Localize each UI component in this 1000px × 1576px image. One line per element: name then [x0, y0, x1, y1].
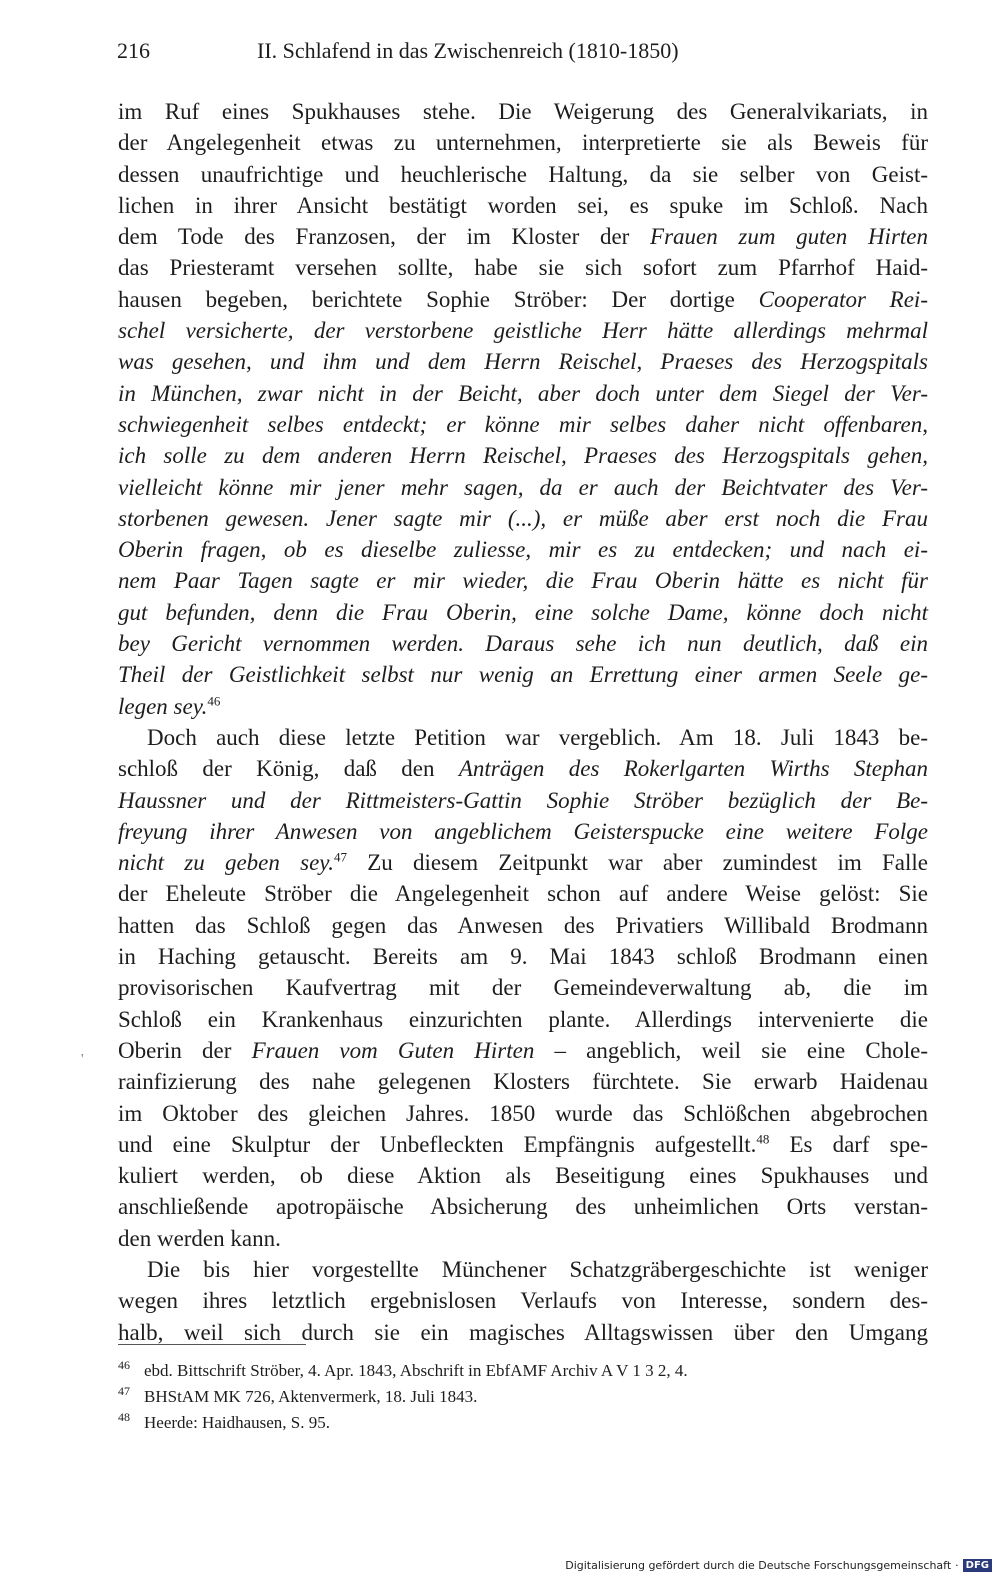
dfg-logo-icon: DFG	[963, 1559, 992, 1572]
text-line	[118, 346, 928, 377]
running-title: II. Schlafend in das Zwischenreich (1810-1850)	[257, 38, 679, 63]
text-run: halb, weil sich durch sie ein magisches Alltagswissen über den Umgang	[118, 1319, 928, 1345]
text-run: Schloß ein Krankenhaus einzurichten plante. Allerdings intervenierte die	[118, 1006, 928, 1032]
text-run: Oberin der	[118, 1037, 252, 1063]
text-run: schwiegenheit selbes entdeckt; er könne mir selbes daher nicht offenbaren,	[118, 411, 928, 437]
text-run: gut befunden, denn die Frau Oberin, eine solche Dame, könne doch nicht	[118, 599, 928, 625]
footnote-ref[interactable]: 46	[207, 692, 221, 708]
text-run: Die bis hier vorgestellte Münchener Schatzgräbergeschichte ist weniger	[147, 1256, 928, 1282]
text-line	[118, 284, 928, 315]
text-line	[118, 1160, 928, 1191]
text-line	[118, 221, 928, 252]
text-run: in München, zwar nicht in der Beicht, aber doch unter dem Siegel der Ver-	[118, 380, 928, 406]
text-run: schloß der König, daß den	[118, 756, 459, 782]
text-run: rainfizierung des nahe gelegenen Klosters fürchtete. Sie erwarb Haidenau	[118, 1069, 928, 1095]
digitization-footer: Digitalisierung gefördert durch die Deutsche Forschungsgemeinschaft · DFG	[565, 1559, 992, 1572]
page-number: 216	[117, 38, 150, 63]
text-run: Cooperator Rei-	[758, 286, 928, 312]
text-run: Oberin fragen, ob es dieselbe zuliesse, mir es zu entdecken; und nach ei-	[118, 537, 928, 563]
text-run: anschließende apotropäische Absicherung des unheimlichen Orts verstan-	[118, 1194, 928, 1220]
footnote-text: Heerde: Haidhausen, S. 95.	[144, 1413, 331, 1432]
text-run: Zu diesem Zeitpunkt war aber zumindest im Falle	[346, 850, 928, 876]
text-line	[118, 1035, 928, 1066]
text-run: – angeblich, weil sie eine Chole-	[534, 1037, 928, 1063]
text-line	[118, 1191, 928, 1222]
text-line	[118, 409, 928, 440]
text-run: hatten das Schloß gegen das Anwesen des Privatiers Willibald Brodmann	[118, 912, 928, 938]
text-line	[118, 597, 928, 628]
footnote: 47 BHStAM MK 726, Aktenvermerk, 18. Juli 1843.	[118, 1384, 478, 1406]
text-run: was gesehen, und ihm und dem Herrn Reischel, Praeses des Herzogspitals	[118, 349, 928, 375]
text-line	[118, 190, 928, 221]
text-line	[118, 96, 928, 127]
text-run: vielleicht könne mir jener mehr sagen, da er auch der Beichtvater des Ver-	[118, 474, 928, 500]
text-line	[118, 1066, 928, 1097]
text-line	[118, 440, 928, 471]
text-run: Theil der Geistlichkeit selbst nur wenig an Errettung einer armen Seele ge-	[118, 662, 928, 688]
text-run: das Priesteramt versehen sollte, habe sie sich sofort zum Pfarrhof Haid-	[118, 255, 928, 281]
text-run: Es darf spe-	[769, 1131, 928, 1157]
text-line	[118, 159, 928, 190]
text-run: hausen begeben, berichtete Sophie Ströber: Der dortige	[118, 286, 759, 312]
text-line	[118, 1254, 928, 1285]
text-run: Haussner und der Rittmeisters-Gattin Sophie Ströber bezüglich der Be-	[118, 787, 928, 813]
text-run: dessen unaufrichtige und heuchlerische Haltung, da sie selber von Geist-	[118, 161, 928, 187]
text-run: lichen in ihrer Ansicht bestätigt worden sei, es spuke im Schloß. Nach	[118, 192, 928, 218]
text-line	[118, 878, 928, 909]
footnote-text: ebd. Bittschrift Ströber, 4. Apr. 1843, Abschrift in EbfAMF Archiv A V 1 3 2, 4.	[144, 1361, 688, 1380]
text-line	[118, 315, 928, 346]
text-run: Frauen zum guten Hirten	[650, 224, 928, 250]
footnote-rule	[118, 1344, 306, 1345]
text-run: storbenen gewesen. Jener sagte mir (...), er müße aber erst noch die Frau	[118, 505, 928, 531]
text-run: Doch auch diese letzte Petition war vergeblich. Am 18. Juli 1843 be-	[147, 724, 928, 750]
digitization-note: Digitalisierung gefördert durch die Deutsche Forschungsgemeinschaft	[565, 1559, 952, 1572]
text-line	[118, 1098, 928, 1129]
text-line	[118, 722, 928, 753]
text-line	[118, 910, 928, 941]
text-line	[118, 659, 928, 690]
text-run: der Angelegenheit etwas zu unternehmen, interpretierte sie als Beweis für	[118, 130, 928, 156]
footnote-ref[interactable]: 48	[756, 1131, 770, 1147]
footnote-text: BHStAM MK 726, Aktenvermerk, 18. Juli 1843.	[144, 1387, 478, 1406]
body-text	[118, 96, 928, 1348]
footnote: 46 ebd. Bittschrift Ströber, 4. Apr. 1843, Abschrift in EbfAMF Archiv A V 1 3 2, 4.	[118, 1358, 688, 1380]
text-run: nicht zu geben sey.	[118, 850, 334, 876]
footnote-ref[interactable]: 47	[333, 849, 347, 865]
text-line	[118, 628, 928, 659]
text-line	[118, 1223, 928, 1254]
footnotes	[118, 1358, 918, 1436]
text-line	[118, 1004, 928, 1035]
text-line	[118, 472, 928, 503]
text-line	[118, 972, 928, 1003]
text-run: ich solle zu dem anderen Herrn Reischel, Praeses des Herzogspitals gehen,	[118, 443, 928, 469]
text-run: im Oktober des gleichen Jahres. 1850 wurde das Schlößchen abgebrochen	[118, 1100, 928, 1126]
text-run: und eine Skulptur der Unbefleckten Empfängnis aufgestellt.	[118, 1131, 757, 1157]
text-line	[118, 1285, 928, 1316]
text-run: der Eheleute Ströber die Angelegenheit schon auf andere Weise gelöst: Sie	[118, 881, 928, 907]
text-line	[118, 252, 928, 283]
margin-mark: '	[81, 1052, 84, 1067]
text-run: den werden kann.	[118, 1225, 281, 1251]
text-line	[118, 816, 928, 847]
text-line	[118, 847, 928, 878]
text-line	[118, 565, 928, 596]
text-run: kuliert werden, ob diese Aktion als Beseitigung eines Spukhauses und	[118, 1163, 928, 1189]
text-line	[118, 691, 928, 722]
footnote: 48 Heerde: Haidhausen, S. 95.	[118, 1410, 331, 1432]
text-line	[118, 534, 928, 565]
text-line	[118, 1129, 928, 1160]
text-line	[118, 785, 928, 816]
text-run: Anträgen des Rokerlgarten Wirths Stephan	[458, 756, 928, 782]
text-run: nem Paar Tagen sagte er mir wieder, die Frau Oberin hätte es nicht für	[118, 568, 928, 594]
text-run: in Haching getauscht. Bereits am 9. Mai 1843 schloß Brodmann einen	[118, 944, 928, 970]
text-run: provisorischen Kaufvertrag mit der Gemeindeverwaltung ab, die im	[118, 975, 928, 1001]
text-run: Frauen vom Guten Hirten	[251, 1037, 535, 1063]
text-line	[118, 753, 928, 784]
text-run: bey Gericht vernommen werden. Daraus sehe ich nun deutlich, daß ein	[118, 631, 928, 657]
text-line	[118, 941, 928, 972]
text-line	[118, 503, 928, 534]
page-header	[117, 34, 929, 68]
text-run: im Ruf eines Spukhauses stehe. Die Weigerung des Generalvikariats, in	[118, 99, 928, 124]
text-line	[118, 127, 928, 158]
text-run: wegen ihres letztlich ergebnislosen Verlaufs von Interesse, sondern des-	[118, 1288, 928, 1314]
text-run: dem Tode des Franzosen, der im Kloster der	[118, 224, 651, 250]
text-run: schel versicherte, der verstorbene geistliche Herr hätte allerdings mehrmal	[118, 318, 928, 344]
text-line	[118, 378, 928, 409]
text-run: legen sey.	[118, 693, 208, 719]
text-run: freyung ihrer Anwesen von angeblichem Geisterspucke eine weitere Folge	[118, 818, 928, 844]
